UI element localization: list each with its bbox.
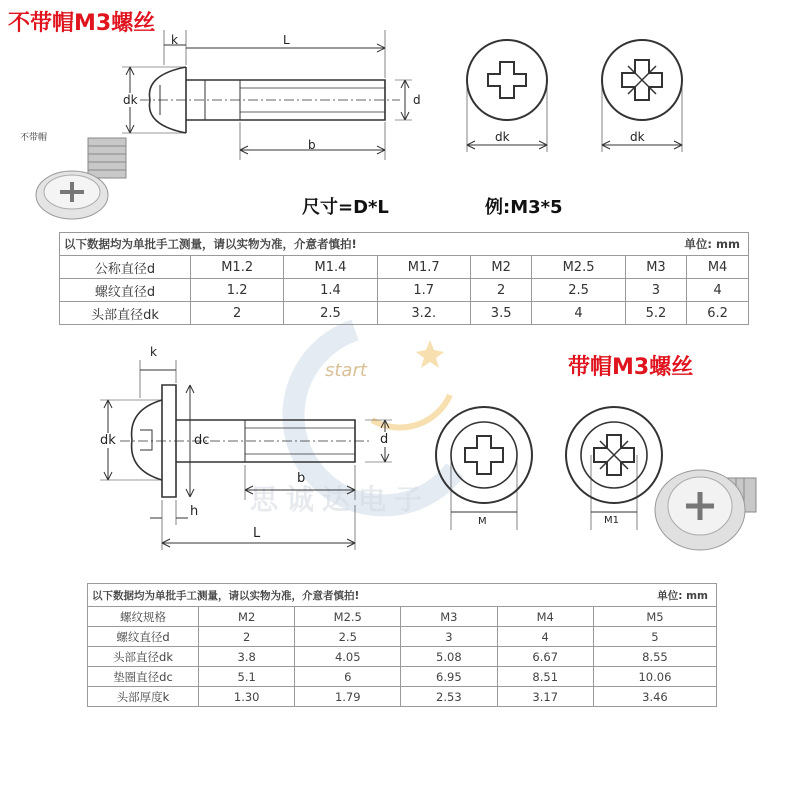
bottom-label-h: h: [190, 504, 199, 519]
table-row: [88, 647, 717, 667]
table-cell: 8.51: [497, 667, 593, 687]
table-cell: M1.2: [191, 256, 284, 279]
table-cell-label: 头部直径dk: [60, 302, 191, 325]
table-cell: 3.17: [497, 687, 593, 707]
table-cell: 2.5: [284, 302, 377, 325]
table-cell: M2: [470, 256, 532, 279]
table-cell: 6.67: [497, 647, 593, 667]
table-cell: 3: [625, 279, 687, 302]
table-cell: 4.05: [295, 647, 401, 667]
bottom-label-dk: dk: [100, 433, 116, 448]
table-cell: 6.2: [687, 302, 749, 325]
table-cell: 1.7: [377, 279, 470, 302]
table-cell-label: 螺纹规格: [88, 607, 199, 627]
top-label-d: d: [413, 93, 421, 107]
table-row: [88, 687, 717, 707]
top-label-b: b: [308, 138, 316, 152]
bottom-screw-photo: [655, 470, 756, 550]
bottom-label-k: k: [150, 345, 157, 359]
table-cell: 2: [191, 302, 284, 325]
table-cell: 3.2.: [377, 302, 470, 325]
table1-unit: 单位: mm: [684, 237, 740, 251]
table-cell: M5: [593, 607, 716, 627]
table-cell: 2: [199, 627, 295, 647]
top-photo-label: 不带帽: [20, 133, 48, 143]
table-cell-label: 头部厚度k: [88, 687, 199, 707]
table-cell: 4: [532, 302, 625, 325]
table-cell: 5.1: [199, 667, 295, 687]
table-cell: 8.55: [593, 647, 716, 667]
table-cell: M2.5: [532, 256, 625, 279]
table-cell: 1.79: [295, 687, 401, 707]
table2-header: [88, 584, 717, 607]
size-formula: 尺寸=D*L: [302, 197, 389, 218]
table-cell: M4: [687, 256, 749, 279]
table-cell: 5.08: [401, 647, 497, 667]
table2-unit: 单位: mm: [657, 589, 708, 602]
table1-note: 以下数据均为单批手工测量，请以实物为准，介意者慎拍!: [64, 237, 357, 251]
top-label-dk-front2: dk: [630, 130, 645, 144]
bottom-label-M: M: [478, 516, 487, 527]
table-row: [88, 607, 717, 627]
table-cell: 2.53: [401, 687, 497, 707]
table-row: [88, 627, 717, 647]
top-label-dk: dk: [123, 93, 138, 107]
table-cell: 6.95: [401, 667, 497, 687]
top-label-k: k: [171, 33, 178, 47]
bottom-title: 带帽M3螺丝: [568, 355, 694, 380]
table-cell-label: 螺纹直径d: [60, 279, 191, 302]
top-label-L: L: [283, 33, 290, 47]
table-cell: 1.2: [191, 279, 284, 302]
table-cell: M4: [497, 607, 593, 627]
table-cell: M2.5: [295, 607, 401, 627]
table-cell: 1.30: [199, 687, 295, 707]
table-cell: M3: [401, 607, 497, 627]
top-label-dk-front1: dk: [495, 130, 510, 144]
bottom-label-d: d: [380, 432, 389, 447]
bottom-label-M1: M1: [604, 515, 619, 526]
table-cell: 4: [497, 627, 593, 647]
table-cell-label: 螺纹直径d: [88, 627, 199, 647]
table-cell: 2.5: [295, 627, 401, 647]
bottom-label-b: b: [297, 471, 306, 486]
table-row: [88, 667, 717, 687]
table-cell: 1.4: [284, 279, 377, 302]
table-cell: 3.5: [470, 302, 532, 325]
table-cell: 5.2: [625, 302, 687, 325]
table-cell: 3.46: [593, 687, 716, 707]
table-cell: 3.8: [199, 647, 295, 667]
table-cell-label: 头部直径dk: [88, 647, 199, 667]
table-cell-label: 垫圈直径dc: [88, 667, 199, 687]
table-cell: 4: [687, 279, 749, 302]
table-cell: M3: [625, 256, 687, 279]
bottom-label-L: L: [253, 526, 261, 541]
table-cell: 5: [593, 627, 716, 647]
table-cell: 6: [295, 667, 401, 687]
table-cell-label: 公称直径d: [60, 256, 191, 279]
spec-table-with-washer: [87, 583, 717, 707]
table-cell: 2.5: [532, 279, 625, 302]
table-cell: M2: [199, 607, 295, 627]
table-cell: M1.4: [284, 256, 377, 279]
table2-note: 以下数据均为单批手工测量，请以实物为准，介意者慎拍!: [92, 589, 360, 602]
table-cell: M1.7: [377, 256, 470, 279]
watermark-company: 思诚达电子: [250, 483, 431, 516]
bottom-label-dc: dc: [194, 433, 210, 448]
table-cell: 10.06: [593, 667, 716, 687]
table-cell: 3: [401, 627, 497, 647]
watermark-logo-text: start: [325, 360, 367, 381]
table-cell: 2: [470, 279, 532, 302]
top-title: 不带帽M3螺丝: [8, 11, 156, 36]
size-example: 例:M3*5: [485, 197, 563, 218]
